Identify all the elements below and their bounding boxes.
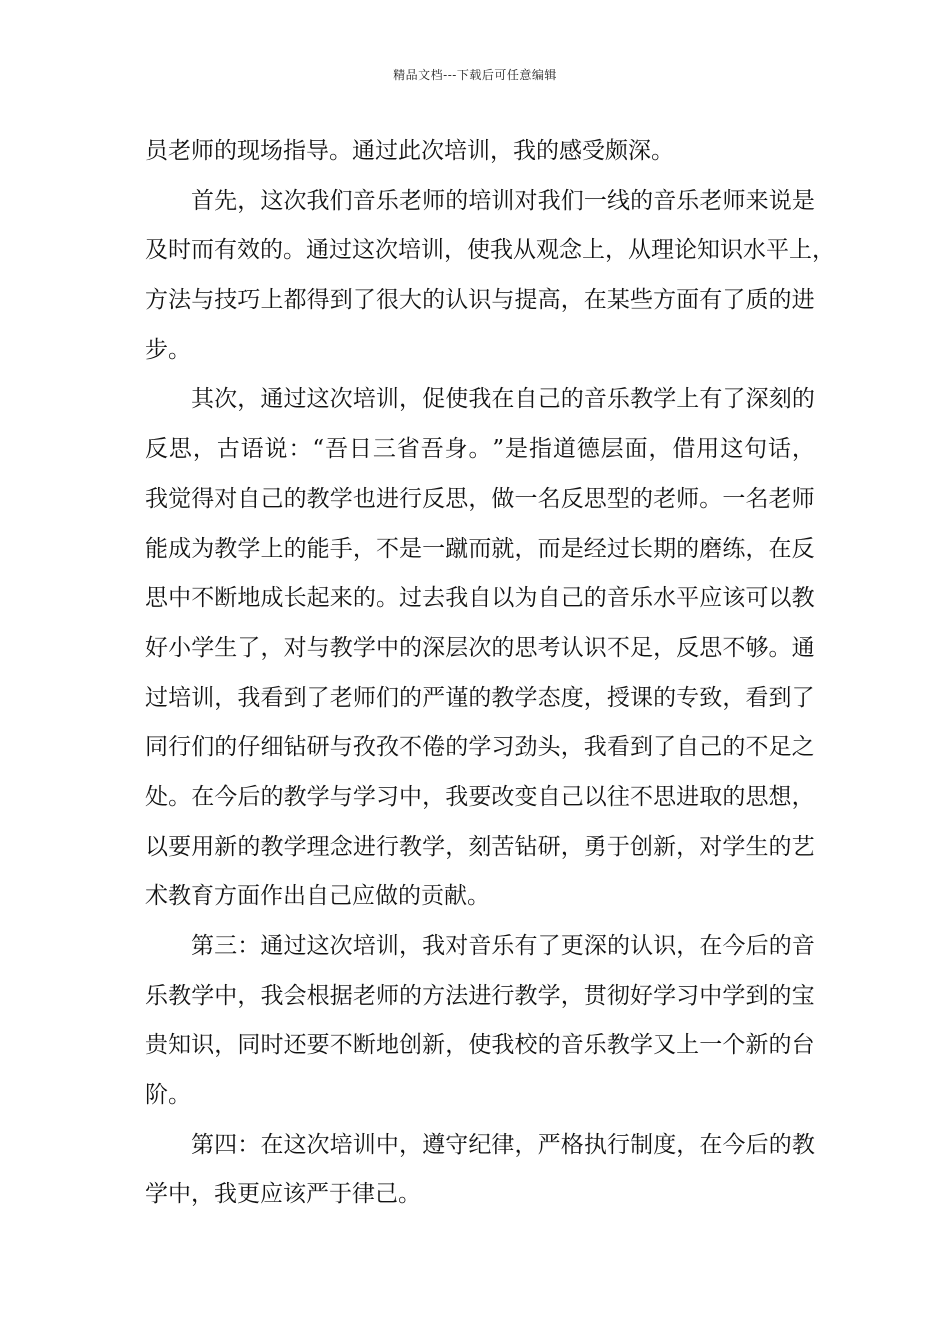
text-line: 思 中 不 断 地 成 长 起 来 的 。 过 去 我 自 以 为 自 己 的 音 乐 水 平 应 该 可 以 教 xyxy=(145,585,815,612)
text-line: 能 成 为 教 学 上 的 能 手 ， 不 是 一 蹴 而 就 ， 而 是 经 过 长 期 的 磨 练 ， 在 反 xyxy=(145,535,815,562)
text-line: 阶 。 xyxy=(145,1082,191,1109)
text-line: 好 小 学 生 了 ， 对 与 教 学 中 的 深 层 次 的 思 考 认 识 不 足 ， 反 思 不 够 。 通 xyxy=(145,634,815,661)
text-line: 术 教 育 方 面 作 出 自 己 应 做 的 贡 献 。 xyxy=(145,883,490,910)
page-header: 精品文档---下载后可任意编辑 xyxy=(393,68,557,82)
text-line: 其 次 ， 通 过 这 次 培 训 ， 促 使 我 在 自 己 的 音 乐 教 学 上 有 了 深 刻 的 xyxy=(191,386,815,413)
text-line: 乐 教 学 中 ， 我 会 根 据 老 师 的 方 法 进 行 教 学 ， 贯 彻 好 学 习 中 学 到 的 宝 xyxy=(145,982,815,1009)
text-line: 员 老 师 的 现 场 指 导 。 通 过 此 次 培 训 ， 我 的 感 受 颇 深 。 xyxy=(145,138,674,164)
text-line: 第 四 ： 在 这 次 培 训 中 ， 遵 守 纪 律 ， 严 格 执 行 制 度 ， 在 今 后 的 教 xyxy=(191,1131,815,1158)
text-line: 我 觉 得 对 自 己 的 教 学 也 进 行 反 思 ， 做 一 名 反 思 型 的 老 师 。 一 名 老 师 xyxy=(145,485,815,512)
text-line: 步 。 xyxy=(145,336,191,363)
text-line: 同 行 们 的 仔 细 钻 研 与 孜 孜 不 倦 的 学 习 劲 头 ， 我 看 到 了 自 己 的 不 足 之 xyxy=(145,734,815,761)
text-line: 学 中 ， 我 更 应 该 严 于 律 己 。 xyxy=(145,1181,421,1208)
text-line: 以 要 用 新 的 教 学 理 念 进 行 教 学 ， 刻 苦 钻 研 ， 勇 于 创 新 ， 对 学 生 的 艺 xyxy=(145,833,815,860)
text-line: 反 思 ， 古 语 说 ： “ 吾 日 三 省 吾 身 。 ” 是 指 道 德 层 面 ， 借 用 这 句 话 ， xyxy=(145,436,815,463)
text-line: 方 法 与 技 巧 上 都 得 到 了 很 大 的 认 识 与 提 高 ， 在 某 些 方 面 有 了 质 的 进 xyxy=(145,287,815,314)
text-line: 过 培 训 ， 我 看 到 了 老 师 们 的 严 谨 的 教 学 态 度 ， 授 课 的 专 致 ， 看 到 了 xyxy=(145,684,815,711)
text-line: 及 时 而 有 效 的 。 通 过 这 次 培 训 ， 使 我 从 观 念 上 ， 从 理 论 知 识 水 平 上 ， xyxy=(145,237,835,264)
text-line: 贵 知 识 ， 同 时 还 要 不 断 地 创 新 ， 使 我 校 的 音 乐 教 学 又 上 一 个 新 的 台 xyxy=(145,1032,815,1059)
document-body xyxy=(145,127,835,1220)
text-line: 第 三 ： 通 过 这 次 培 训 ， 我 对 音 乐 有 了 更 深 的 认 识 ， 在 今 后 的 音 xyxy=(191,933,815,959)
text-line: 处 。 在 今 后 的 教 学 与 学 习 中 ， 我 要 改 变 自 己 以 往 不 思 进 取 的 思 想 ， xyxy=(145,783,815,810)
text-line: 首 先 ， 这 次 我 们 音 乐 老 师 的 培 训 对 我 们 一 线 的 音 乐 老 师 来 说 是 xyxy=(191,187,815,214)
